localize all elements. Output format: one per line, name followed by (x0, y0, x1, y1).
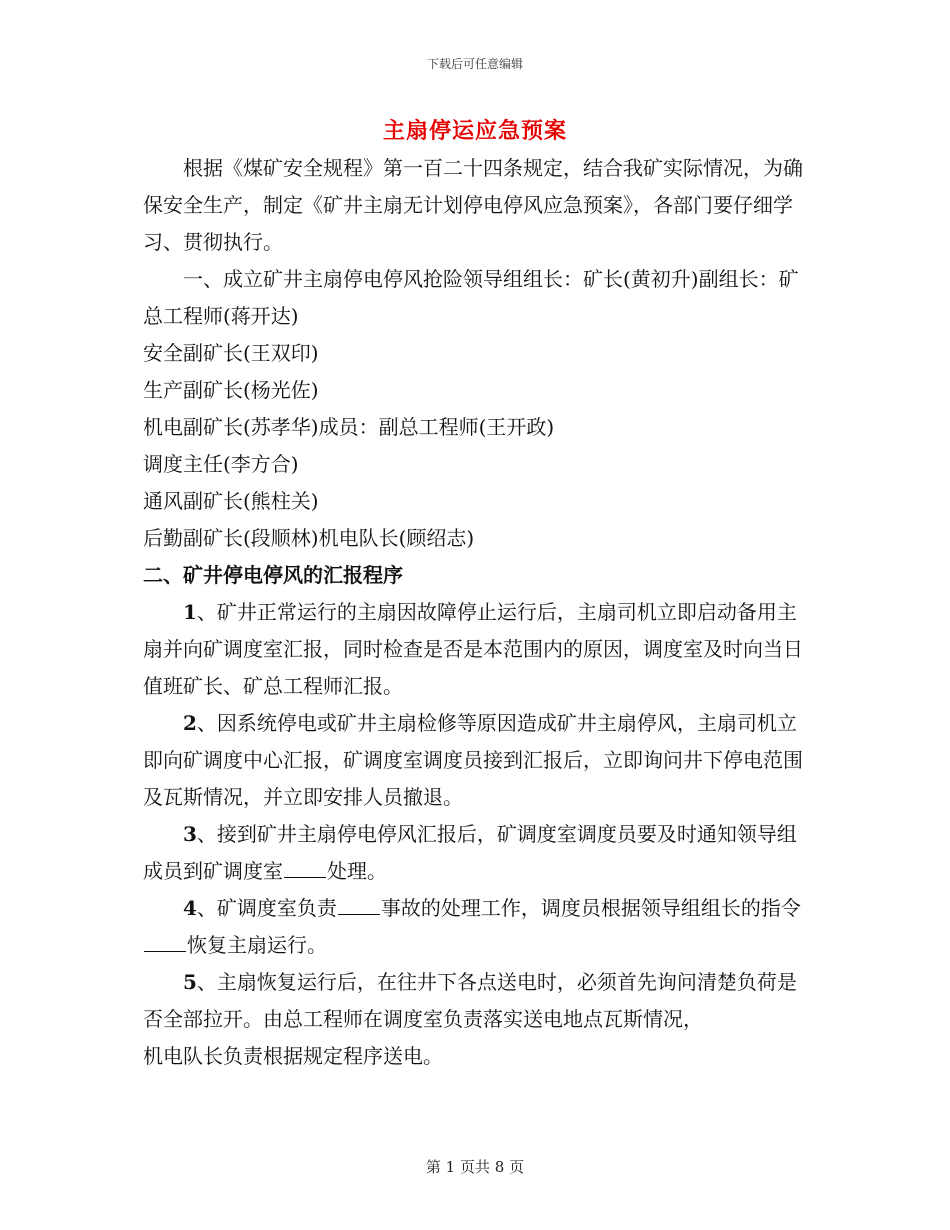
member-line: 安全副矿长(王双印) (143, 341, 319, 365)
item-number: 2 (183, 711, 197, 735)
fill-blank (338, 894, 380, 915)
member-line: 后勤副矿长(段顺林)机电队长(顾绍志) (143, 526, 475, 550)
section1-heading: 一、成立矿井主扇停电停风抢险领导组组长：矿长(黄初升)副组长：矿总工程师(蒋开达) (143, 267, 799, 328)
item-text: 事故的处理工作，调度员根据领导组组长的指令 (380, 896, 801, 920)
member-line: 通风副矿长(熊柱关) (143, 489, 319, 513)
procedure-item-3 (143, 816, 813, 890)
intro-paragraph: 根据《煤矿安全规程》第一百二十四条规定，结合我矿实际情况，为确保安全生产，制定《矿井主扇无计划停电停风应急预案》，各部门要仔细学习、贯彻执行。 (143, 156, 803, 254)
item-text: 、矿井正常运行的主扇因故障停止运行后，主扇司机立即启动备用主扇并向矿调度室汇报，同时检查是否是本范围内的原因，调度室及时向当日值班矿长、矿总工程师汇报。 (143, 600, 803, 698)
procedure-item-5 (143, 964, 813, 1038)
page-footer: 第 1 页共 8 页 (425, 1158, 525, 1176)
item-number: 3 (183, 822, 197, 846)
item-text: 、主扇恢复运行后，在往井下各点送电时，必须首先询问清楚负荷是否全部拉开。由总工程师在调度室负责落实送电地点瓦斯情况， (143, 970, 797, 1031)
item-number: 5 (183, 970, 197, 994)
item-text: 、矿调度室负责 (196, 896, 337, 920)
fill-blank (144, 931, 186, 952)
item-text: 、因系统停电或矿井主扇检修等原因造成矿井主扇停风，主扇司机立即向矿调度中心汇报，矿调度室调度员接到汇报后，立即询问井下停电范围及瓦斯情况，并立即安排人员撤退。 (143, 711, 803, 809)
procedure-item-1 (143, 594, 813, 705)
procedure-item-4 (143, 890, 813, 964)
document-body (143, 150, 813, 1075)
member-line: 生产副矿长(杨光佐) (143, 378, 319, 402)
member-line: 机电副矿长(苏孝华)成员：副总工程师(王开政) (143, 415, 555, 439)
item-text: 处理。 (327, 859, 387, 883)
fill-blank (284, 857, 326, 878)
item-number: 1 (183, 600, 197, 624)
header-note: 下载后可任意编辑 (426, 57, 523, 71)
document-title: 主扇停运应急预案 (382, 118, 567, 144)
item-text: 、接到矿井主扇停电停风汇报后，矿调度室调度员要及时通知领导组成员到矿调度室 (143, 822, 797, 883)
item-number: 4 (183, 896, 197, 920)
member-line: 调度主任(李方合) (143, 452, 299, 476)
item-text: 恢复主扇运行。 (187, 933, 327, 957)
procedure-item-5-continuation: 机电队长负责根据规定程序送电。 (143, 1044, 443, 1068)
section2-heading: 二、矿井停电停风的汇报程序 (143, 563, 403, 587)
procedure-item-2 (143, 705, 813, 816)
